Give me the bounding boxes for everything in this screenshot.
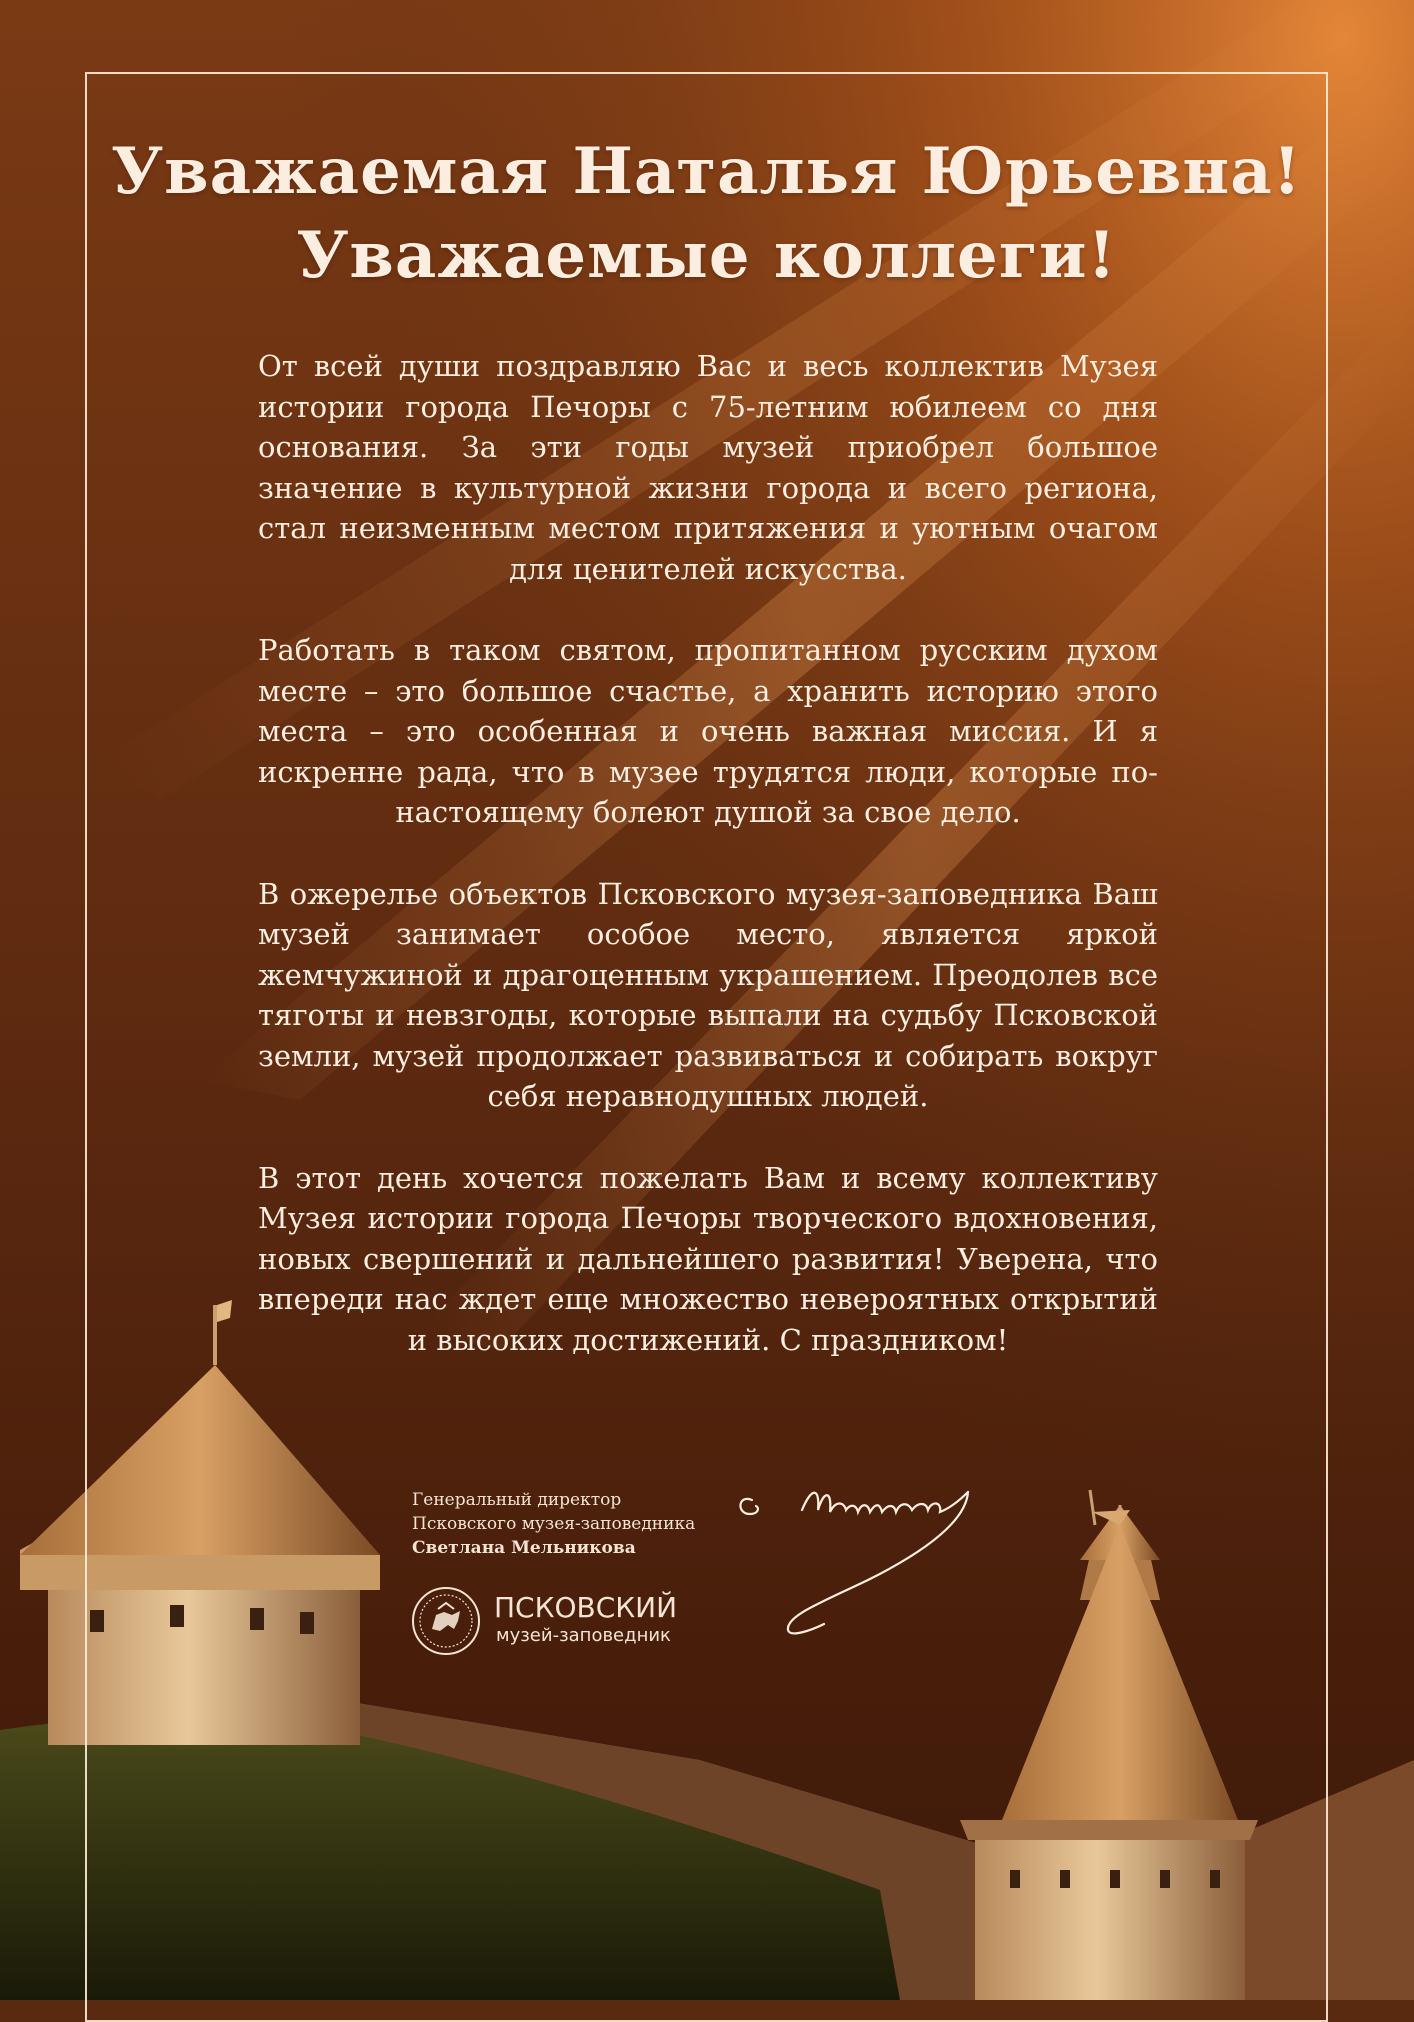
signer-name: Светлана Мельникова (412, 1538, 636, 1558)
greeting-title-line-1: Уважаемая Наталья Юрьевна! (111, 134, 1302, 209)
greeting-title (85, 130, 1328, 298)
letter-paragraph-1: От всей души поздравляю Вас и весь коллектив Музея истории города Печоры с 75-летним юбилеем со дня основания. За эти годы музей приобрел большое значение в культурной жизни города и всего региона, стал неизменным местом притяжения и уютным очагом для ценителей искусства. (258, 349, 1158, 586)
letter-paragraph-2: Работать в таком святом, пропитанном русским духом месте – это большое счастье, а хранить историю этого места – это особенная и очень важная миссия. И я искренне рада, что в музее трудятся люди, которые по-настоящему болеют душой за свое дело. (258, 633, 1158, 829)
handwritten-signature (728, 1480, 998, 1640)
museum-logo (410, 1585, 710, 1657)
letter-paragraph-4: В этот день хочется пожелать Вам и всему коллективу Музея истории города Печоры творческого вдохновения, новых свершений и дальнейшего развития! Уверена, что впереди нас ждет еще множество невероятных открытий и высоких достижений. С праздником! (258, 1160, 1158, 1357)
signer-block (412, 1488, 695, 1560)
letter-paragraph-3: В ожерелье объектов Псковского музея-заповедника Ваш музей занимает особое место, является яркой жемчужиной и драгоценным украшением. Преодолев все тяготы и невзгоды, которые выпали на судьбу Псковской земли, музей продолжает развиваться и собирать вокруг себя неравнодушных людей. (258, 876, 1158, 1113)
museum-seal-icon (410, 1585, 482, 1657)
signer-position: Генеральный директор (412, 1490, 622, 1510)
greeting-title-line-2: Уважаемые коллеги! (296, 218, 1117, 293)
logo-subtitle: музей-заповедник (496, 1625, 671, 1646)
signer-organization: Псковского музея-заповедника (412, 1514, 696, 1534)
letter-body (258, 346, 1158, 1401)
logo-title: ПСКОВСКИЙ (494, 1591, 678, 1624)
